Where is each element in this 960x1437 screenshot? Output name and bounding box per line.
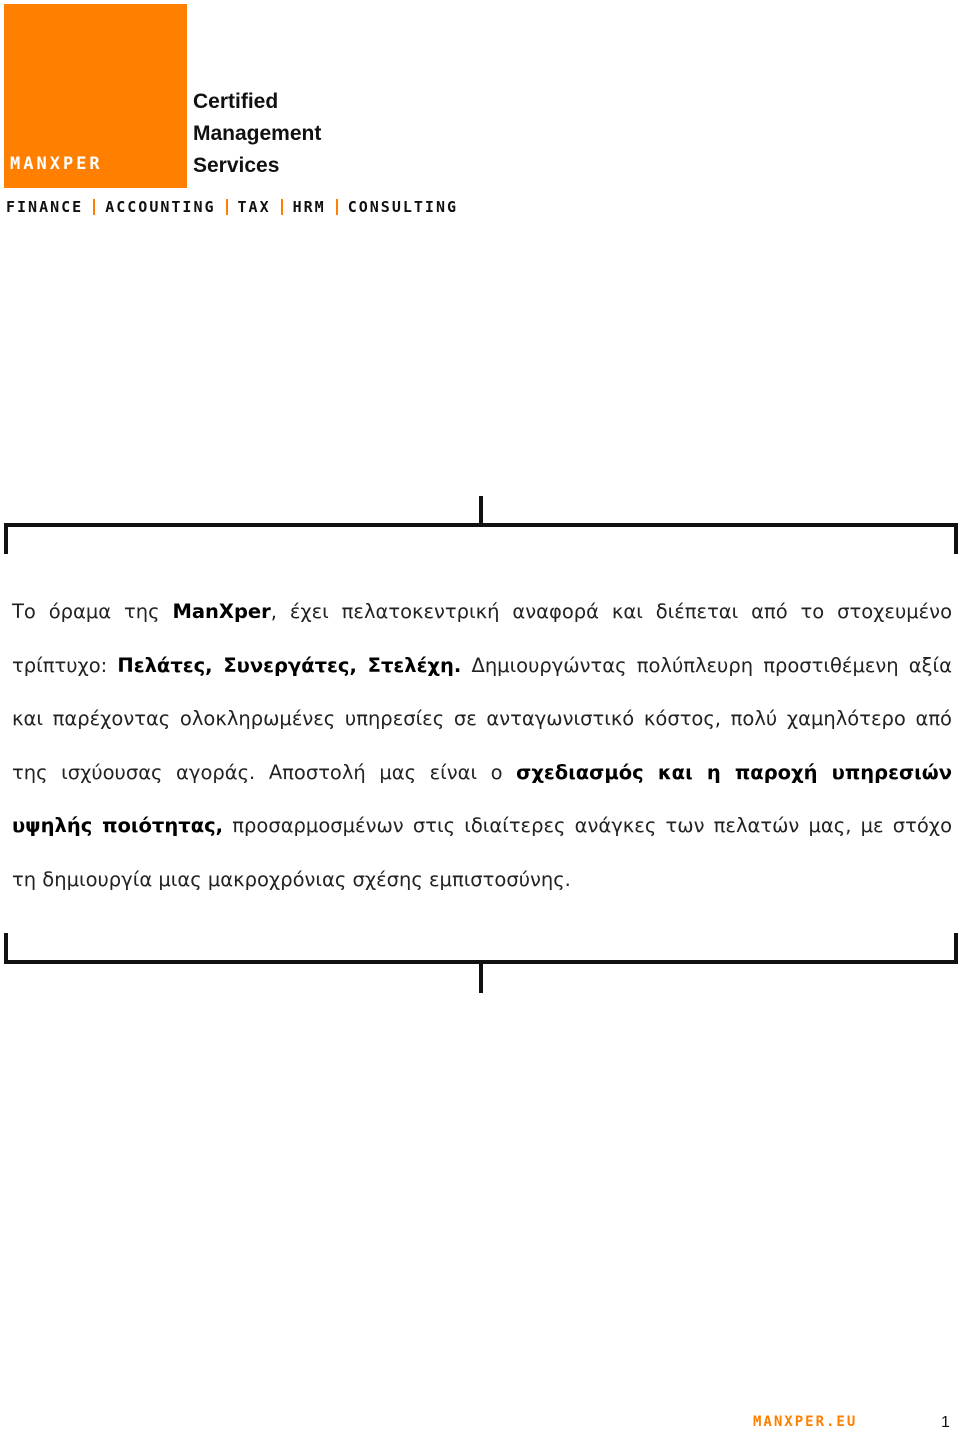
- para-text-1: Το όραμα της: [12, 600, 173, 623]
- tagline-line-1: Certified: [193, 90, 279, 113]
- service-separator: [226, 199, 228, 215]
- logo-wordmark: MANXPER: [10, 154, 103, 174]
- para-text-2: , έχει πελατοκεντρική αναφορά και διέπεται από το στοχευμένο τρίπτυχο:: [12, 600, 952, 677]
- tagline-line-3: Services: [193, 154, 280, 177]
- service-consulting: CONSULTING: [347, 198, 459, 216]
- service-separator: [281, 199, 283, 215]
- services-bar: [6, 198, 458, 216]
- service-tax: TAX: [237, 198, 271, 216]
- top-bracket-bar: [4, 523, 958, 527]
- para-triptych: Πελάτες, Συνεργάτες, Στελέχη.: [117, 653, 462, 677]
- top-bracket-tick: [479, 496, 483, 525]
- tagline-line-2: Management: [193, 122, 322, 145]
- vision-paragraph: [12, 585, 952, 907]
- top-bracket-left-end: [4, 523, 8, 554]
- para-brand: ManXper: [172, 600, 271, 623]
- page-number: 1: [941, 1414, 950, 1431]
- logo: [4, 4, 187, 188]
- footer-brand: MANXPER.EU: [753, 1414, 858, 1430]
- bottom-bracket-tick: [479, 962, 483, 993]
- tagline: [193, 86, 321, 182]
- service-separator: [93, 199, 95, 215]
- service-finance: FINANCE: [6, 198, 84, 216]
- para-text-3: Δημιουργώντας πολύπλευρη προστιθέμενη αξία και παρέχοντας ολοκληρωμένες υπηρεσίες σε ανταγωνιστικό κόστος, πολύ χαμηλότερο από της ισχύουσας αγοράς. Αποστολή μας είναι ο: [12, 653, 952, 784]
- service-separator: [336, 199, 338, 215]
- service-hrm: HRM: [292, 198, 326, 216]
- service-accounting: ACCOUNTING: [105, 198, 216, 216]
- top-bracket-right-end: [954, 523, 958, 554]
- para-text-4: προσαρμοσμένων στις ιδιαίτερες ανάγκες των πελατών μας, με στόχο τη δημιουργία μιας μακροχρόνιας σχέσης εμπιστοσύνης.: [12, 814, 953, 891]
- para-mission: σχεδιασμός και η παροχή υπηρεσιών υψηλής ποιότητας,: [12, 760, 952, 838]
